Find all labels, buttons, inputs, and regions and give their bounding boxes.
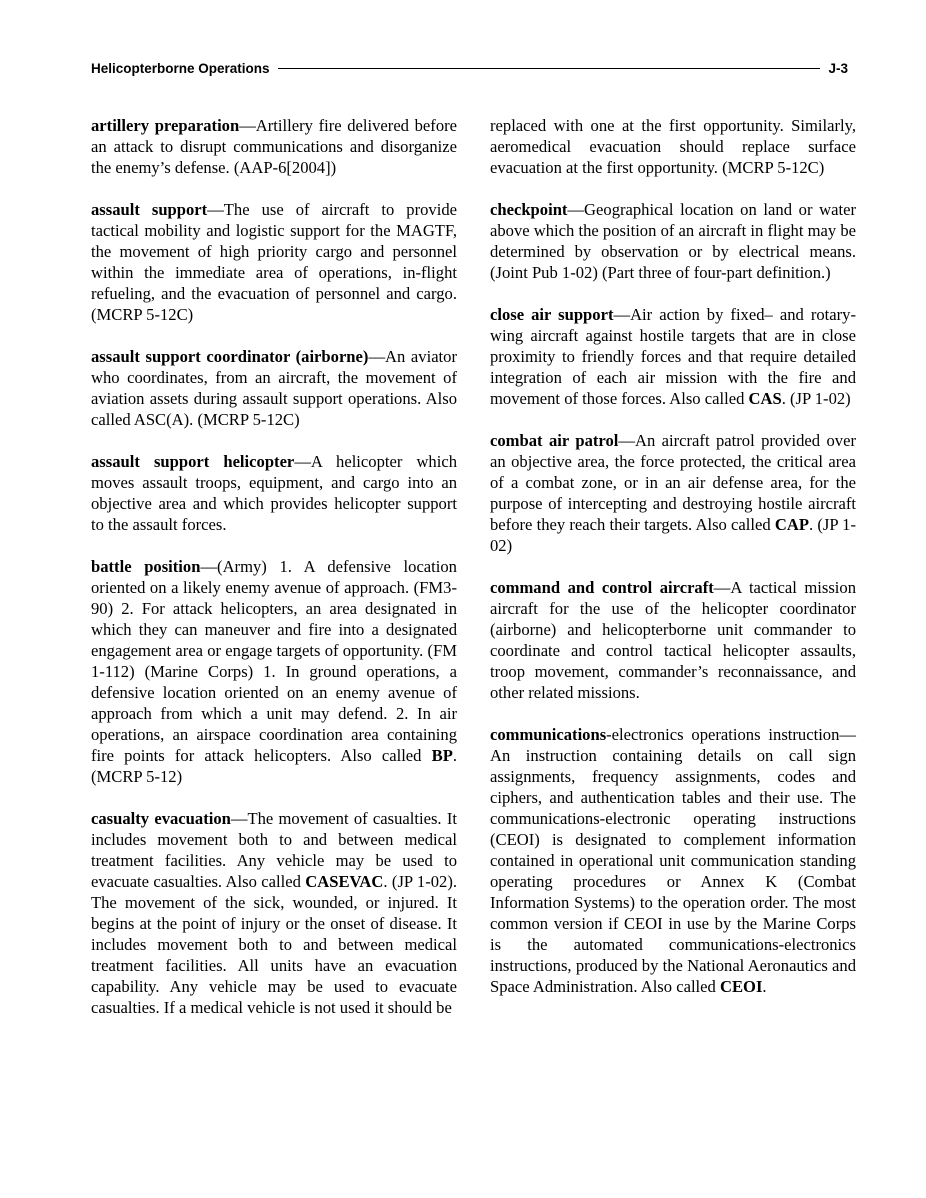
- glossary-term: assault support: [91, 200, 208, 219]
- glossary-term: assault support coordinator (airborne): [91, 347, 369, 366]
- glossary-entry: [91, 115, 457, 178]
- glossary-abbreviation: CASEVAC: [305, 872, 384, 891]
- glossary-entry: [490, 304, 856, 409]
- glossary-entry: [490, 430, 856, 556]
- glossary-definition-tail: . (JP 1-02): [490, 515, 856, 555]
- glossary-term: checkpoint: [490, 200, 568, 219]
- glossary-entry: [490, 724, 856, 997]
- glossary-term: combat air patrol: [490, 431, 619, 450]
- right-column: [490, 115, 856, 1018]
- glossary-definition: —Artillery fire delivered before an attack to disrupt communications and disorganize the enemy’s defense. (AAP-6[2004]): [91, 116, 458, 177]
- glossary-definition: —An aircraft patrol provided over an objective area, the force protected, the critical area of a combat zone, or in an air defense area, for the purpose of intercepting and destroying hostile aircraft before they reach their targets. Also called: [490, 431, 856, 534]
- glossary-term: casualty evacuation: [91, 809, 231, 828]
- header-title: Helicopterborne Operations: [91, 60, 270, 76]
- left-column: [91, 115, 457, 1039]
- glossary-definition: —The movement of casualties. It includes movement both to and between medical treatment facilities. Any vehicle may be used to evacuate casualties. Also called: [91, 809, 457, 891]
- glossary-abbreviation: CAP: [774, 515, 809, 534]
- glossary-definition: —(Army) 1. A defensive location oriented on a likely enemy avenue of approach. (FM3-90) 2. For attack helicopters, an area designated in which they can maneuver and fire into a designated engagement area or engage targets of opportunity. (FM 1-112) (Marine Corps) 1. In ground operations, a defensive location oriented on an enemy avenue of approach from which a unit may defend. 2. In air operations, an airspace coordination area containing fire points for attack helicopters. Also called: [91, 557, 457, 765]
- glossary-definition-tail: . (JP 1-02). The movement of the sick, wounded, or injured. It begins at the point of injury or the onset of disease. It includes movement both to and between medical treatment facilities. All units have an evacuation capability. Any vehicle may be used to evacuate casualties. If a medical vehicle is not used it should be: [91, 872, 457, 1017]
- glossary-definition: —The use of aircraft to provide tactical mobility and logistic support for the MAGTF, the movement of high priority cargo and personnel within the immediate area of operations, in-flight refueling, and the evacuation of personnel and cargo. (MCRP 5-12C): [91, 200, 457, 324]
- glossary-definition-tail: .: [762, 977, 767, 996]
- glossary-entry: [91, 808, 457, 1018]
- glossary-definition-tail: . (JP 1-02): [781, 389, 851, 408]
- glossary-term: artillery preparation: [91, 116, 240, 135]
- glossary-definition: —Air action by fixed– and rotary-wing aircraft against hostile targets that are in close proximity to friendly forces and that require detailed integration of each air mission with the fire and movement of those forces. Also called: [490, 305, 856, 408]
- glossary-entry: [490, 577, 856, 703]
- running-header: [91, 58, 848, 78]
- glossary-entry: [490, 199, 856, 283]
- glossary-abbreviation: CAS: [748, 389, 782, 408]
- glossary-entry: [91, 556, 457, 787]
- page-number: J-3: [828, 60, 848, 76]
- glossary-entry: [91, 451, 457, 535]
- glossary-definition: replaced with one at the first opportunity. Similarly, aeromedical evacuation should replace surface evacuation at the first opportunity. (MCRP 5-12C): [490, 116, 856, 177]
- glossary-abbreviation: BP: [431, 746, 453, 765]
- glossary-definition: —An aviator who coordinates, from an aircraft, the movement of aviation assets during assault support operations. Also called ASC(A). (MCRP 5-12C): [91, 347, 457, 429]
- glossary-entry: [91, 346, 457, 430]
- glossary-term: assault support helicopter: [91, 452, 295, 471]
- glossary-term: battle position: [91, 557, 201, 576]
- glossary-entry-continued: [490, 115, 856, 178]
- glossary-definition: —A tactical mission aircraft for the use of the helicopter coordinator (airborne) and helicopterborne unit commander to coordinate and control tactical helicopter assaults, troop movement, commander’s reconnaissance, and other related missions.: [490, 578, 856, 702]
- glossary-definition: -electronics operations instruction—An instruction containing details on call sign assignments, frequency assignments, codes and ciphers, and authentication tables and their use. The communications-electronic operating instructions (CEOI) is designated to complement information contained in operational unit communication standing operating procedures or Annex K (Combat Information Systems) to the operation order. The most common version if CEOI in use by the Marine Corps is the automated communications-electronics instructions, produced by the National Aeronautics and Space Administration. Also called: [490, 725, 856, 996]
- header-rule: [278, 68, 821, 69]
- glossary-abbreviation: CEOI: [719, 977, 763, 996]
- glossary-definition: —Geographical location on land or water above which the position of an aircraft in flight may be determined by observation or by electrical means. (Joint Pub 1-02) (Part three of four-part definition.): [490, 200, 856, 282]
- glossary-term: command and control aircraft: [490, 578, 714, 597]
- glossary-term: close air support: [490, 305, 614, 324]
- glossary-term: communications: [490, 725, 607, 744]
- glossary-definition-tail: . (MCRP 5-12): [91, 746, 457, 786]
- glossary-entry: [91, 199, 457, 325]
- glossary-definition: —A helicopter which moves assault troops, equipment, and cargo into an objective area and which provides helicopter support to the assault forces.: [91, 452, 458, 534]
